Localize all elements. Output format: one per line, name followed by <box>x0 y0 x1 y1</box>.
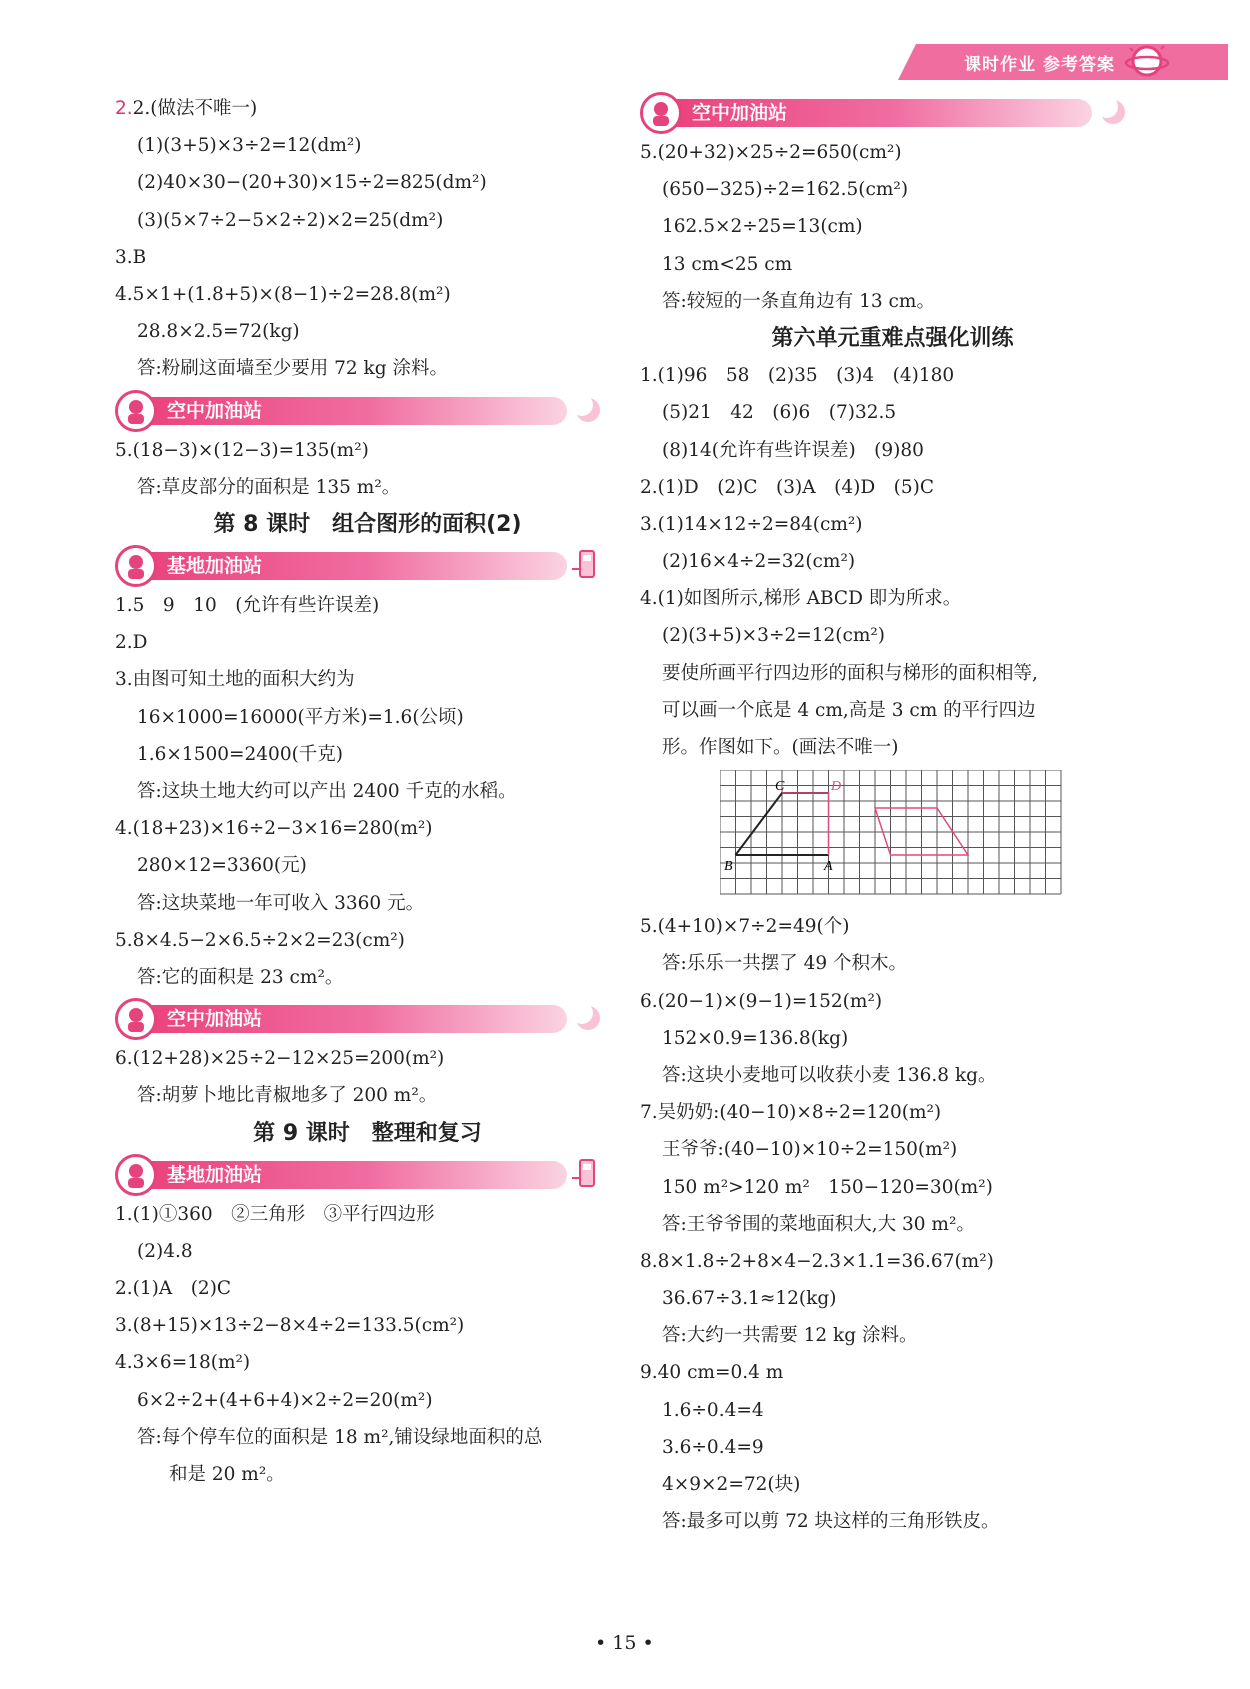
section-banner-base <box>115 1152 620 1196</box>
answer-line: 王爷爷:(40−10)×10÷2=150(m²) <box>662 1139 958 1161</box>
moon-icon <box>570 392 604 426</box>
answer-line: 要使所画平行四边形的面积与梯形的面积相等, <box>662 662 1038 684</box>
answer-line: (1)(3+5)×3÷2=12(dm²) <box>137 135 362 157</box>
answer-line: 3.B <box>115 246 147 268</box>
answer-line: 152×0.9=136.8(kg) <box>662 1027 849 1049</box>
answer-line: (8)14(允许有些许误差) (9)80 <box>662 439 924 461</box>
answer-line: (2)4.8 <box>137 1240 193 1262</box>
answer-line: 162.5×2÷25=13(cm) <box>662 216 863 238</box>
answer-line: 4.3×6=18(m²) <box>115 1352 251 1374</box>
label-d: D <box>831 779 842 795</box>
answer-group <box>115 90 620 388</box>
line-text: 2.(做法不唯一) <box>132 98 258 119</box>
answer-line: 和是 20 m²。 <box>169 1464 285 1485</box>
grid-diagram <box>720 770 1065 896</box>
answer-line: 可以画一个底是 4 cm,高是 3 cm 的平行四边 <box>662 699 1036 721</box>
mascot-icon <box>640 92 682 134</box>
answer-line: 2.(1)D (2)C (3)A (4)D (5)C <box>640 476 935 498</box>
moon-icon <box>570 1000 604 1034</box>
answer-line: 答:较短的一条直角边有 13 cm。 <box>662 290 935 312</box>
answer-line: 答:草皮部分的面积是 135 m²。 <box>137 476 401 498</box>
answer-line: 答:每个停车位的面积是 18 m²,铺设绿地面积的总 <box>137 1426 543 1448</box>
right-column <box>640 90 1145 1540</box>
label-b: B <box>724 859 733 875</box>
banner-label: 空中加油站 <box>167 399 263 422</box>
fuel-pump-icon <box>570 1156 604 1192</box>
answer-line: (2)40×30−(20+30)×15÷2=825(dm²) <box>137 172 487 194</box>
planet-icon <box>1124 38 1170 84</box>
grid-figure <box>720 770 1145 900</box>
answer-line: 7.吴奶奶:(40−10)×8÷2=120(m²) <box>640 1102 942 1124</box>
answer-line: 6.(20−1)×(9−1)=152(m²) <box>640 990 883 1012</box>
answer-line: 3.(1)14×12÷2=84(cm²) <box>640 513 863 535</box>
answer-line: 6.(12+28)×25÷2−12×25=200(m²) <box>115 1048 445 1070</box>
mascot-icon <box>115 545 157 587</box>
answer-line: 1.(1)96 58 (2)35 (3)4 (4)180 <box>640 365 955 387</box>
section-banner-air <box>115 996 620 1040</box>
answer-line: (2)(3+5)×3÷2=12(cm²) <box>662 625 886 647</box>
answer-line: (3)(5×7÷2−5×2÷2)×2=25(dm²) <box>137 209 444 231</box>
answer-line: (650−325)÷2=162.5(cm²) <box>662 179 909 201</box>
banner-label: 空中加油站 <box>692 102 788 124</box>
answer-line: 4×9×2=72(块) <box>662 1474 801 1495</box>
answer-line: 答:乐乐一共摆了 49 个积木。 <box>662 953 908 975</box>
answer-line: 36.67÷3.1≈12(kg) <box>662 1288 837 1310</box>
lesson-title: 第 9 课时 整理和复习 <box>253 1120 482 1146</box>
trapezoid-red-edges <box>782 793 829 855</box>
answer-line: 1.6÷0.4=4 <box>662 1399 764 1421</box>
answer-line: 答:这块菜地一年可收入 3360 元。 <box>137 892 425 914</box>
answer-line: 1.6×1500=2400(千克) <box>137 743 344 765</box>
lesson-title: 第 8 课时 组合图形的面积(2) <box>213 511 522 537</box>
answer-line: (5)21 42 (6)6 (7)32.5 <box>662 402 897 424</box>
answer-line: 2.(1)A (2)C <box>115 1278 232 1300</box>
answer-line: (2)16×4÷2=32(cm²) <box>662 551 856 573</box>
section-banner-air <box>640 90 1145 134</box>
answer-line: 5.(20+32)×25÷2=650(cm²) <box>640 142 902 163</box>
answer-line: 答:粉刷这面墙至少要用 72 kg 涂料。 <box>137 358 448 380</box>
moon-icon <box>1095 94 1129 128</box>
label-a: A <box>824 859 833 875</box>
answer-line: 2.2.(做法不唯一) <box>115 98 258 119</box>
answer-line: 4.5×1+(1.8+5)×(8−1)÷2=28.8(m²) <box>115 283 451 305</box>
banner-label: 空中加油站 <box>167 1008 263 1031</box>
left-column <box>115 90 620 1493</box>
answer-line: 答:大约一共需要 12 kg 涂料。 <box>662 1325 918 1347</box>
fuel-pump-icon <box>570 547 604 583</box>
answer-line: 答:王爷爷围的菜地面积大,大 30 m²。 <box>662 1213 975 1235</box>
answer-line: 3.由图可知土地的面积大约为 <box>115 669 355 691</box>
section-banner-air <box>115 388 620 432</box>
answer-line: 16×1000=16000(平方米)=1.6(公顷) <box>137 706 464 728</box>
answer-line: 4.(1)如图所示,梯形 ABCD 即为所求。 <box>640 588 962 610</box>
header-tab-text: 课时作业 参考答案 <box>964 55 1115 75</box>
answer-line: 答:这块土地大约可以产出 2400 千克的水稻。 <box>137 781 517 802</box>
mascot-icon <box>115 1154 157 1196</box>
answer-line: 6×2÷2+(4+6+4)×2÷2=20(m²) <box>137 1389 433 1411</box>
answer-line: 1.5 9 10 (允许有些许误差) <box>115 595 380 617</box>
answer-line: 答:胡萝卜地比青椒地多了 200 m²。 <box>137 1085 438 1107</box>
answer-line: 形。作图如下。(画法不唯一) <box>662 737 899 758</box>
answer-line: 280×12=3360(元) <box>137 855 307 877</box>
answer-line: 13 cm<25 cm <box>662 253 793 275</box>
mascot-icon <box>115 390 157 432</box>
answer-line: 2.D <box>115 632 148 654</box>
page-number: • 15 • <box>595 1632 654 1654</box>
answer-line: 答:这块小麦地可以收获小麦 136.8 kg。 <box>662 1064 997 1086</box>
answer-line: 答:最多可以剪 72 块这样的三角形铁皮。 <box>662 1511 1000 1533</box>
answer-line: 5.8×4.5−2×6.5÷2×2=23(cm²) <box>115 929 405 951</box>
answer-line: 3.(8+15)×13÷2−8×4÷2=133.5(cm²) <box>115 1315 465 1337</box>
label-c: C <box>775 779 785 795</box>
answer-line: 150 m²>120 m² 150−120=30(m²) <box>662 1176 993 1198</box>
answer-line: 答:它的面积是 23 cm²。 <box>137 966 344 988</box>
answer-line: 1.(1)①360 ②三角形 ③平行四边形 <box>115 1203 435 1225</box>
banner-label: 基地加油站 <box>167 555 263 578</box>
mascot-icon <box>115 998 157 1040</box>
unit-title: 第六单元重难点强化训练 <box>771 325 1014 351</box>
answer-line: 5.(18−3)×(12−3)=135(m²) <box>115 439 369 461</box>
answer-line: 5.(4+10)×7÷2=49(个) <box>640 916 850 938</box>
answer-line: 28.8×2.5=72(kg) <box>137 321 300 343</box>
answer-line: 4.(18+23)×16÷2−3×16=280(m²) <box>115 818 433 840</box>
answer-line: 9.40 cm=0.4 m <box>640 1362 784 1384</box>
banner-label: 基地加油站 <box>167 1163 263 1186</box>
answer-line: 8.8×1.8÷2+8×4−2.3×1.1=36.67(m²) <box>640 1250 994 1272</box>
answer-line: 3.6÷0.4=9 <box>662 1436 764 1458</box>
section-banner-base <box>115 543 620 587</box>
